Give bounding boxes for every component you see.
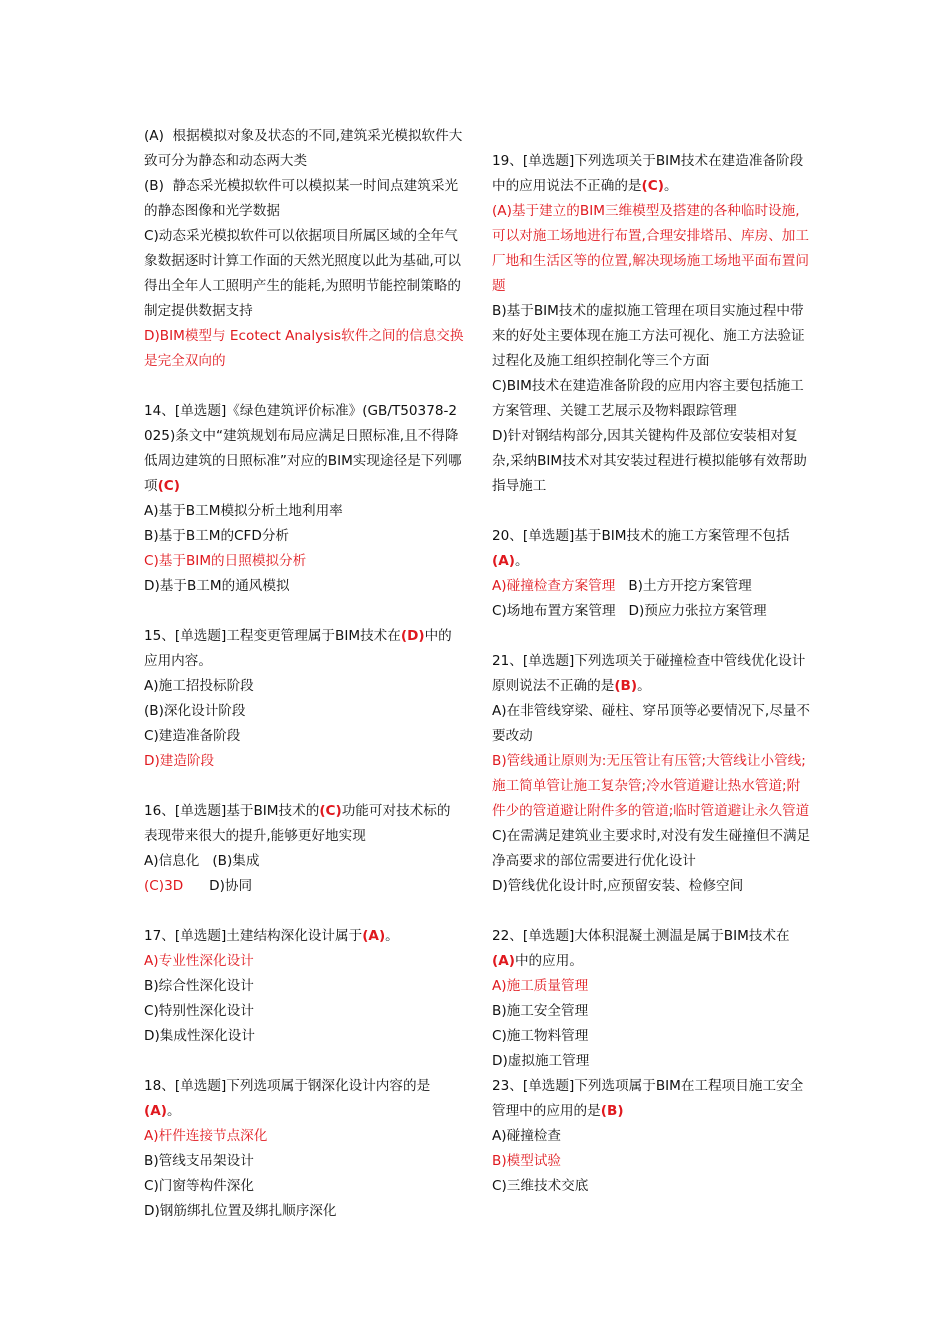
line-text: D)虚拟施工管理 — [492, 1053, 590, 1069]
spacer — [492, 499, 812, 524]
option-line — [492, 574, 812, 599]
option-line — [144, 974, 464, 999]
option-line — [492, 874, 812, 899]
right-column — [492, 149, 812, 1199]
spacer — [144, 774, 464, 799]
correct-option: A)专业性深化设计 — [144, 953, 254, 969]
option-line — [144, 324, 464, 374]
option-text: D)协同 — [183, 878, 253, 894]
line-text: D)针对钢结构部分,因其关键构件及部位安装相对复杂,采纳BIM技术对其安装过程进行模拟能够有效帮助指导施工 — [492, 428, 807, 494]
question-tail: 功能可对技术标的表现带来很大的提升,能够更好地实现 — [144, 803, 451, 844]
option-line — [492, 424, 812, 499]
spacer — [492, 624, 812, 649]
question-tail: 。 — [514, 553, 529, 569]
option-line — [492, 1124, 812, 1149]
line-text: C)门窗等构件深化 — [144, 1178, 254, 1194]
option-line — [144, 524, 464, 549]
option-line — [144, 1124, 464, 1149]
line-text: D)集成性深化设计 — [144, 1028, 255, 1044]
option-line — [492, 1149, 812, 1174]
option-line — [492, 1049, 812, 1074]
option-line — [144, 1174, 464, 1199]
question-tail: 。 — [637, 678, 651, 694]
line-text: D)钢筋绑扎位置及绑扎顺序深化 — [144, 1203, 337, 1219]
option-text: B)土方开挖方案管理 — [615, 578, 752, 594]
option-line — [144, 999, 464, 1024]
line-text: B)基于BIM技术的虚拟施工管理在项目实施过程中带来的好处主要体现在施工方法可视化、施工方法验证过程化及施工组织控制化等三个方面 — [492, 303, 805, 369]
line-text: 22、[单选题]大体积混凝土测温是属于BIM技术在 — [492, 928, 790, 944]
option-line — [144, 874, 464, 899]
correct-option: D)BIM模型与 Ecotect Analysis软件之间的信息交换是完全双向的 — [144, 328, 464, 369]
option-line — [144, 499, 464, 524]
question-text — [144, 924, 464, 949]
option-line — [144, 699, 464, 724]
line-text: (B) 静态采光模拟软件可以模拟某一时间点建筑采光的静态图像和光学数据 — [144, 178, 459, 219]
line-text: 21、[单选题]下列选项关于碰撞检查中管线优化设计原则说法不正确的是 — [492, 653, 806, 694]
line-text: A)施工招投标阶段 — [144, 678, 254, 694]
answer-key: (B) — [600, 1103, 624, 1119]
spacer — [144, 899, 464, 924]
line-text: C)BIM技术在建造准备阶段的应用内容主要包括施工方案管理、关键工艺展示及物料跟踪管理 — [492, 378, 804, 419]
line-text: B)基于B工M的CFD分析 — [144, 528, 290, 544]
answer-key: (A) — [362, 928, 386, 944]
option-line — [492, 199, 812, 299]
question-text — [492, 149, 812, 199]
question-text — [492, 649, 812, 699]
question-tail: 。 — [663, 178, 678, 194]
option-line — [492, 999, 812, 1024]
spacer — [144, 374, 464, 399]
line-text: C)建造准备阶段 — [144, 728, 241, 744]
line-text: C)在需满足建筑业主要求时,对没有发生碰撞但不满足净高要求的部位需要进行优化设计 — [492, 828, 811, 869]
line-text: 15、[单选题]工程变更管理属于BIM技术在 — [144, 628, 401, 644]
answer-key: (C) — [157, 478, 180, 494]
question-text — [492, 924, 812, 974]
answer-key: (C) — [319, 803, 342, 819]
question-tail: 中的应用。 — [514, 953, 583, 969]
correct-option: A)施工质量管理 — [492, 978, 589, 994]
option-line — [492, 1174, 812, 1199]
line-text: B)综合性深化设计 — [144, 978, 254, 994]
option-line — [492, 299, 812, 374]
line-text: D)管线优化设计时,应预留安装、检修空间 — [492, 878, 744, 894]
option-line — [492, 749, 812, 824]
option-line — [144, 224, 464, 324]
line-text: C)动态采光模拟软件可以依据项目所属区域的全年气象数据逐时计算工作面的天然光照度以此为基础,可以得出全年人工照明产生的能耗,为照明节能控制策略的制定提供数据支持 — [144, 228, 461, 319]
option-line — [144, 724, 464, 749]
correct-option: A)碰撞检查方案管理 — [492, 578, 616, 594]
option-line — [144, 1149, 464, 1174]
option-line — [492, 974, 812, 999]
option-line — [492, 599, 812, 624]
question-text — [144, 624, 464, 674]
correct-option: A)杆件连接节点深化 — [144, 1128, 268, 1144]
line-text: A)在非管线穿梁、碰柱、穿吊顶等必要情况下,尽量不要改动 — [492, 703, 810, 744]
line-text: (B)深化设计阶段 — [144, 703, 246, 719]
question-tail: 。 — [385, 928, 399, 944]
option-line — [144, 1024, 464, 1049]
question-text — [492, 524, 812, 574]
option-line — [144, 574, 464, 599]
question-text — [144, 1074, 464, 1124]
question-text — [492, 1074, 812, 1124]
option-line — [144, 674, 464, 699]
line-text: A)基于B工M模拟分析土地利用率 — [144, 503, 343, 519]
answer-key: (C) — [641, 178, 664, 194]
line-text: C)三维技术交底 — [492, 1178, 589, 1194]
option-line — [492, 699, 812, 749]
line-text: B)管线支吊架设计 — [144, 1153, 254, 1169]
option-line — [144, 124, 464, 174]
option-line — [144, 849, 464, 874]
option-line — [144, 549, 464, 574]
option-line — [144, 749, 464, 774]
correct-option: (C)3D — [144, 878, 184, 894]
correct-option: (A)基于建立的BIM三维模型及搭建的各种临时设施,可以对施工场地进行布置,合理安排塔吊、库房、加工厂地和生活区等的位置,解决现场施工场地平面布置问题 — [492, 203, 809, 294]
correct-option: B)模型试验 — [492, 1153, 562, 1169]
spacer — [144, 1049, 464, 1074]
line-text: 16、[单选题]基于BIM技术的 — [144, 803, 320, 819]
answer-key: (B) — [614, 678, 638, 694]
answer-key: (A) — [144, 1103, 167, 1119]
option-line — [492, 374, 812, 424]
answer-key: (A) — [492, 553, 515, 569]
line-text: A)信息化 (B)集成 — [144, 853, 260, 869]
correct-option: B)管线通让原则为:无压管让有压管;大管线让小管线;施工简单管让施工复杂管;冷水管道避让热水管道;附件少的管道避让附件多的管道;临时管道避让永久管道 — [492, 753, 810, 819]
line-text: 23、[单选题]下列选项属于BIM在工程项目施工安全管理中的应用的是 — [492, 1078, 804, 1119]
spacer — [492, 899, 812, 924]
line-text: B)施工安全管理 — [492, 1003, 589, 1019]
question-tail: 中的应用内容。 — [144, 628, 452, 669]
line-text: 18、[单选题]下列选项属于钢深化设计内容的是 — [144, 1078, 431, 1094]
option-line — [144, 1199, 464, 1224]
option-line — [144, 174, 464, 224]
answer-key: (D) — [400, 628, 425, 644]
left-column — [144, 124, 464, 1224]
spacer — [144, 599, 464, 624]
answer-key: (A) — [492, 953, 515, 969]
line-text: C)特别性深化设计 — [144, 1003, 254, 1019]
option-line — [144, 949, 464, 974]
question-text — [144, 399, 464, 499]
line-text: A)碰撞检查 — [492, 1128, 561, 1144]
correct-option: C)基于BIM的日照模拟分析 — [144, 553, 307, 569]
option-line — [492, 824, 812, 874]
line-text: C)场地布置方案管理 D)预应力张拉方案管理 — [492, 603, 767, 619]
line-text: 20、[单选题]基于BIM技术的施工方案管理不包括 — [492, 528, 790, 544]
line-text: 14、[单选题]《绿色建筑评价标准》(GB/T50378-2025)条文中“建筑规划布局应满足日照标准,且不得降低周边建筑的日照标准”对应的BIM实现途径是下列哪项 — [144, 403, 462, 494]
question-text — [144, 799, 464, 849]
line-text: 17、[单选题]土建结构深化设计属于 — [144, 928, 363, 944]
line-text: C)施工物料管理 — [492, 1028, 589, 1044]
line-text: 19、[单选题]下列选项关于BIM技术在建造准备阶段中的应用说法不正确的是 — [492, 153, 804, 194]
option-line — [492, 1024, 812, 1049]
line-text: D)基于B工M的通风模拟 — [144, 578, 290, 594]
correct-option: D)建造阶段 — [144, 753, 215, 769]
line-text: (A) 根据模拟对象及状态的不同,建筑采光模拟软件大致可分为静态和动态两大类 — [144, 128, 463, 169]
question-tail: 。 — [166, 1103, 181, 1119]
